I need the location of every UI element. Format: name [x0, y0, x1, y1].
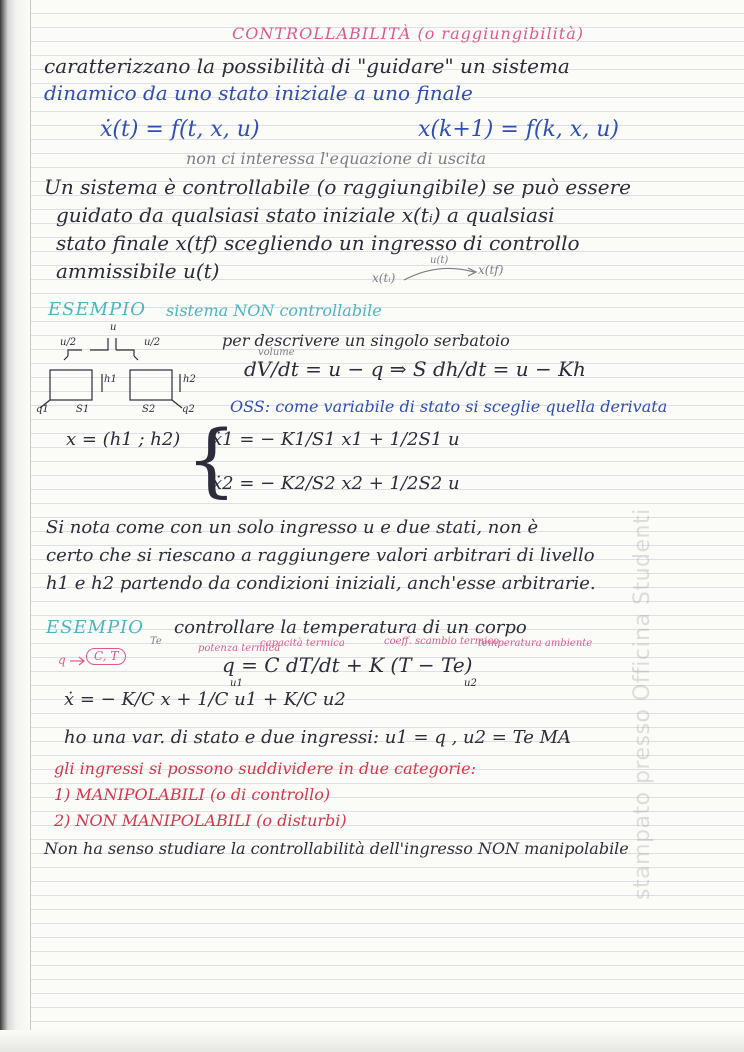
tank-outflow-1: q1	[36, 404, 49, 415]
definition-line-2: guidato da qualsiasi stato iniziale x(tᵢ) a qualsiasi	[56, 203, 555, 227]
trajectory-arrow	[400, 260, 480, 284]
example-1-title: ESEMPIO	[48, 299, 147, 320]
body-block: C, T	[86, 648, 126, 665]
intro-line-1: caratterizzano la possibilità di "guidare" un sistema	[44, 54, 570, 78]
tank-input-right: u/2	[144, 337, 161, 348]
input-arrow	[68, 654, 88, 668]
arrow-mid-label: u(t)	[430, 255, 449, 266]
system-brace: {	[186, 413, 237, 506]
example-1-system-eq-1: ẋ1 = − K1/S1 x1 + 1/2S1 u	[212, 429, 460, 450]
example-2-u2-label: u2	[464, 678, 477, 689]
page-bottom-edge	[0, 1030, 744, 1052]
tank-input-left: u/2	[60, 337, 77, 348]
spiral-binding	[0, 0, 30, 1052]
example-2-input-symbol: q	[58, 653, 66, 667]
label-thermal-capacity: capacità termica	[260, 638, 345, 649]
label-heat-exchange: coeff. scambio termico	[384, 636, 499, 647]
arrow-to-label: x(tf)	[478, 263, 504, 277]
input-category-1: 1) MANIPOLABILI (o di controllo)	[54, 785, 331, 804]
definition-line-3: stato finale x(tf) scegliendo un ingresso di controllo	[56, 231, 580, 255]
example-1-state-vector: x = (h1 ; h2)	[66, 429, 181, 450]
equation-discrete: x(k+1) = f(k, x, u)	[418, 117, 619, 142]
example-2-ambient-temp-symbol: Te	[150, 636, 162, 647]
margin-line	[30, 0, 31, 1052]
tank-outflow-2: q2	[182, 404, 195, 415]
example-1-note-1: Si nota come con un solo ingresso u e due stati, non è	[46, 517, 539, 538]
equation-note: non ci interessa l'equazione di uscita	[186, 149, 487, 168]
label-thermal-power: potenza termica	[198, 643, 281, 654]
inputs-intro: gli ingressi si possono suddividere in due categorie:	[54, 759, 477, 778]
example-1-note-2: certo che si riescano a raggiungere valori arbitrari di livello	[46, 545, 595, 566]
arrow-from-label: x(tᵢ)	[372, 271, 396, 285]
example-2-state-equation: ẋ = − K/C x + 1/C u1 + K/C u2	[64, 689, 346, 710]
input-category-2: 2) NON MANIPOLABILI (o disturbi)	[54, 811, 347, 830]
example-2-title: ESEMPIO	[46, 617, 145, 638]
example-1-observation: OSS: come variabile di stato si sceglie quella derivata	[230, 397, 668, 416]
example-1-subtitle: sistema NON controllabile	[166, 301, 382, 320]
example-2-subtitle: controllare la temperatura di un corpo	[174, 617, 527, 638]
tank-level-2: h2	[183, 374, 196, 385]
definition-line-4: ammissibile u(t)	[56, 259, 220, 283]
intro-line-2: dinamico da uno stato iniziale a uno finale	[44, 81, 473, 105]
page-title: CONTROLLABILITÀ (o raggiungibilità)	[232, 24, 584, 43]
example-2-energy-equation: q = C dT/dt + K (T − Te)	[222, 653, 473, 677]
tank-level-1: h1	[104, 374, 117, 385]
example-1-volume-label: volume	[258, 347, 295, 358]
example-1-equation: dV/dt = u − q ⇒ S dh/dt = u − Kh	[244, 357, 586, 381]
watermark: stampato presso Officina Studenti	[630, 508, 655, 900]
example-2-u1-label: u1	[230, 678, 243, 689]
tank-section-1: S1	[76, 404, 90, 415]
tank-input-top: u	[110, 322, 117, 333]
definition-line-1: Un sistema è controllabile (o raggiungibile) se può essere	[44, 175, 631, 199]
example-2-note: ho una var. di stato e due ingressi: u1 = q , u2 = Te MA	[64, 727, 572, 748]
label-ambient-temperature: temperatura ambiente	[478, 638, 593, 649]
tank-section-2: S2	[142, 404, 156, 415]
equation-continuous: ẋ(t) = f(t, x, u)	[100, 117, 260, 142]
example-1-description: per descrivere un singolo serbatoio	[222, 331, 510, 350]
closing-remark: Non ha senso studiare la controllabilità dell'ingresso NON manipolabile	[44, 839, 629, 858]
example-1-system-eq-2: ẋ2 = − K2/S2 x2 + 1/2S2 u	[212, 473, 460, 494]
example-1-note-3: h1 e h2 partendo da condizioni iniziali, anch'esse arbitrarie.	[46, 573, 596, 594]
